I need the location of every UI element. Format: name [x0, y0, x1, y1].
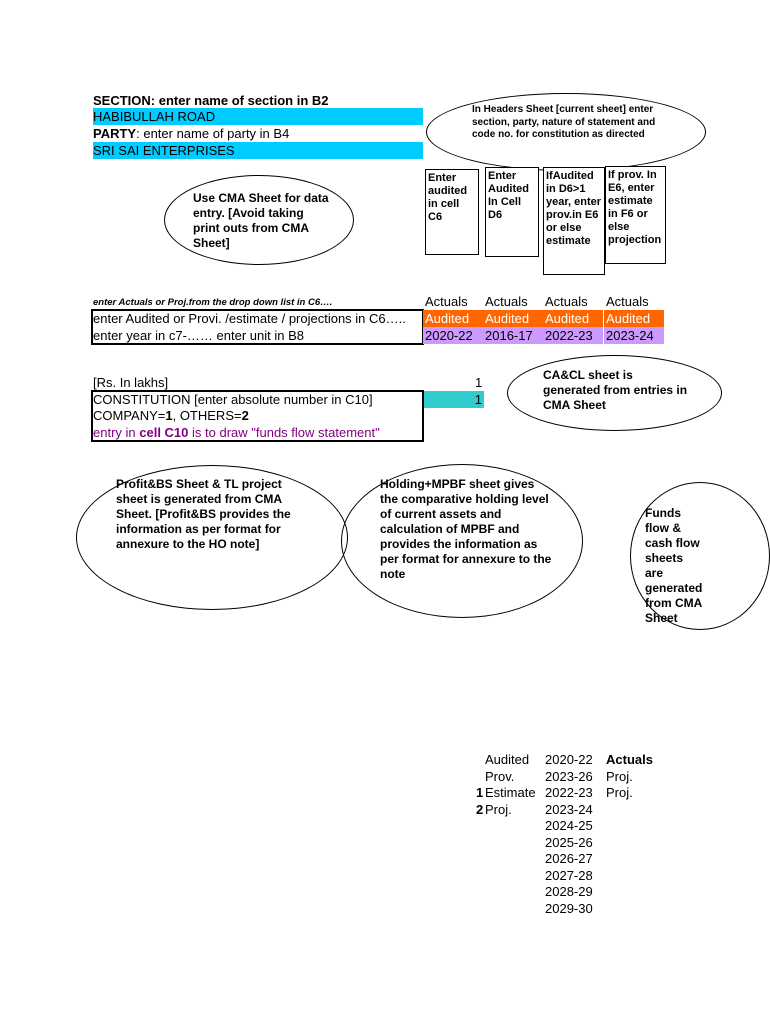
- use-cma-note: Use CMA Sheet for data entry. [Avoid taking print outs from CMA Sheet]: [193, 191, 329, 250]
- party-row: [93, 125, 289, 142]
- entry-suffix: is to draw "funds flow statement": [188, 425, 380, 440]
- status-row-label: enter Audited or Provi. /estimate / projections in C6…..: [93, 311, 406, 326]
- year-option: 2024-25: [545, 818, 593, 833]
- status-option-proj: Proj.: [485, 802, 512, 817]
- status-cell-d6[interactable]: Audited: [483, 310, 543, 327]
- year-option: 2029-30: [545, 901, 593, 916]
- type-option-proj: Proj.: [606, 785, 633, 800]
- col-type-e: Actuals: [545, 294, 588, 309]
- type-option-proj: Proj.: [606, 769, 633, 784]
- year-option: 2028-29: [545, 884, 593, 899]
- col-type-d: Actuals: [485, 294, 528, 309]
- status-cell-f6[interactable]: Audited: [604, 310, 664, 327]
- funds-flow-note: Funds flow & cash flow sheets are generated from CMA Sheet: [645, 506, 703, 625]
- section-value-cell[interactable]: HABIBULLAH ROAD: [93, 108, 423, 125]
- entry-note-row: [93, 424, 380, 441]
- entry-cell-ref: cell C10: [139, 425, 189, 440]
- year-option: 2020-22: [545, 752, 593, 767]
- others-prefix: , OTHERS=: [172, 408, 242, 423]
- table-instruction: enter Actuals or Proj.from the drop down list in C6….: [93, 297, 333, 308]
- year-option: 2022-23: [545, 785, 593, 800]
- rs-lakhs-label: [Rs. In lakhs]: [93, 375, 169, 390]
- status-cell-e6[interactable]: Audited: [543, 310, 603, 327]
- profit-bs-note: Profit&BS Sheet & TL project sheet is generated from CMA Sheet. [Profit&BS provides the information as per format for annexure to the HO note]: [116, 477, 291, 551]
- year-cell-c7[interactable]: 2020-22: [423, 327, 483, 344]
- entry-prefix: entry in: [93, 425, 140, 440]
- rs-lakhs-value: 1: [475, 375, 483, 390]
- section-label: SECTION:: [93, 93, 156, 108]
- col-type-f: Actuals: [606, 294, 649, 309]
- callout-estimate-f6: If prov. In E6, enter estimate in F6 or else projection: [605, 166, 666, 264]
- year-cell-d7[interactable]: 2016-17: [483, 327, 543, 344]
- section-hint: enter name of section in B2: [155, 93, 329, 108]
- company-prefix: COMPANY=: [93, 408, 166, 423]
- company-others-row: [93, 407, 249, 424]
- year-option: 2026-27: [545, 851, 593, 866]
- col-type-c: Actuals: [425, 294, 468, 309]
- year-option: 2027-28: [545, 868, 593, 883]
- cacl-note: CA&CL sheet is generated from entries in CMA Sheet: [543, 368, 688, 412]
- year-option: 2023-24: [545, 802, 593, 817]
- year-option: 2025-26: [545, 835, 593, 850]
- party-hint: : enter name of party in B4: [136, 126, 290, 141]
- year-option: 2023-26: [545, 769, 593, 784]
- party-value-cell[interactable]: SRI SAI ENTERPRISES: [93, 142, 423, 159]
- status-number-4: 2: [476, 802, 484, 817]
- constitution-value-cell[interactable]: 1: [424, 391, 484, 408]
- status-cell-c6[interactable]: Audited: [423, 310, 483, 327]
- holding-mpbf-note: Holding+MPBF sheet gives the comparative holding level of current assets and calculation of MPBF and provides the information as per format for annexure to the note: [380, 477, 552, 581]
- headers-sheet-note: In Headers Sheet [current sheet] enter section, party, nature of statement and code no. for constitution as directed: [472, 104, 656, 140]
- status-number-3: 1: [476, 785, 484, 800]
- status-option-audited: Audited: [485, 752, 530, 767]
- section-row: [93, 92, 329, 109]
- constitution-label: CONSTITUTION [enter absolute number in C10]: [93, 392, 373, 407]
- year-cell-f7[interactable]: 2023-24: [604, 327, 664, 344]
- callout-audited-c6: Enter audited in cell C6: [425, 169, 479, 255]
- callout-audited-d6: Enter Audited In Cell D6: [485, 167, 539, 257]
- status-option-estimate: Estimate: [485, 785, 536, 800]
- type-option-actuals: Actuals: [606, 752, 653, 767]
- callout-prov-e6: IfAudited in D6>1 year, enter prov.in E6 or else estimate: [543, 167, 605, 275]
- others-value: 2: [241, 408, 249, 423]
- year-row-label: enter year in c7-…… enter unit in B8: [93, 328, 304, 343]
- party-label: PARTY: [93, 126, 137, 141]
- status-option-prov: Prov.: [485, 769, 515, 784]
- year-cell-e7[interactable]: 2022-23: [543, 327, 603, 344]
- company-value: 1: [165, 408, 173, 423]
